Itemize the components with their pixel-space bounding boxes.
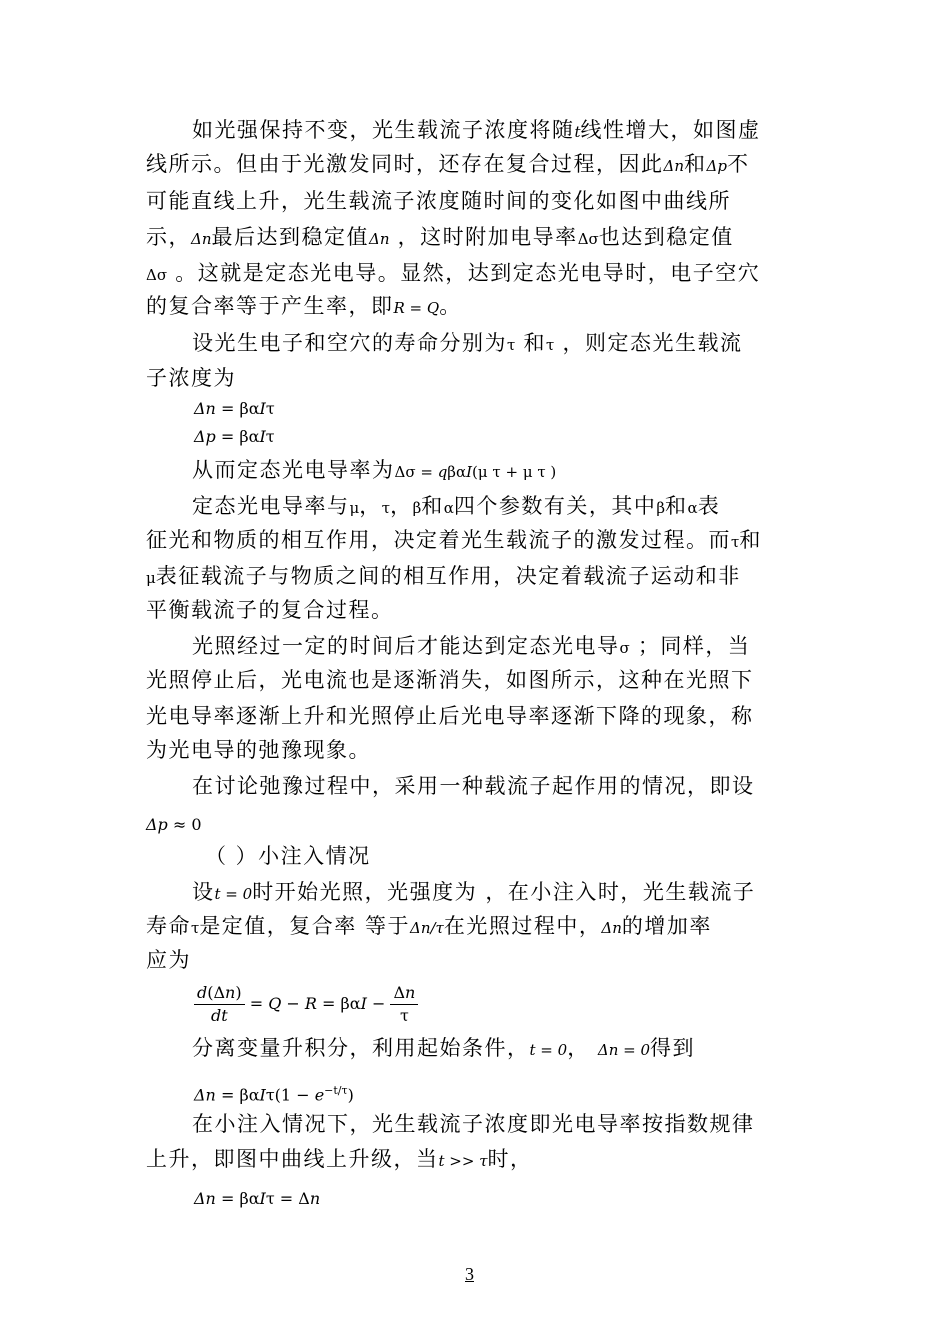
paragraph-line-22: 分离变量升积分，利用起始条件，t = 0， Δn = 0得到 xyxy=(192,1036,696,1060)
paragraph-line-10: 定态光电导率与μ，τ，β和α四个参数有关，其中β和α表 xyxy=(192,494,721,518)
paragraph-line-4: 示，Δn最后达到稳定值Δn ，这时附加电导率Δσ也达到稳定值 xyxy=(146,225,734,249)
paragraph-line-7: 设光生电子和空穴的寿命分别为τ 和τ ，则定态光生载流 xyxy=(192,331,743,355)
page-number: 3 xyxy=(465,1264,474,1284)
paragraph-line-12: μ表征载流子与物质之间的相互作用，决定着载流子运动和非 xyxy=(146,564,741,588)
paragraph-line-11: 征光和物质的相互作用，决定着光生载流子的激发过程。而τ和 xyxy=(146,528,762,552)
paragraph-line-6: 的复合率等于产生率，即R = Q。 xyxy=(146,294,462,318)
paragraph-line-14: 光照经过一定的时间后才能达到定态光电导σ ；同样，当 xyxy=(192,634,751,658)
paragraph-line-5: Δσ 。这就是定态光电导。显然，达到定态光电导时，电子空穴 xyxy=(146,261,761,285)
section-heading-small-injection: （ ）小注入情况 xyxy=(205,844,371,868)
equation-delta-n-s: Δn = βαIτ xyxy=(194,399,275,418)
paragraph-line-17: 为光电导的弛豫现象。 xyxy=(146,738,371,762)
paragraph-line-1: 如光强保持不变，光生载流子浓度将随t线性增大，如图虚 xyxy=(192,118,761,142)
paragraph-line-19: 设t = 0时开始光照，光强度为 ，在小注入时，光生载流子 xyxy=(192,880,756,904)
equation-delta-p-s: Δp = βαIτ xyxy=(194,427,275,446)
paragraph-line-15: 光照停止后，光电流也是逐渐消失，如图所示，这种在光照下 xyxy=(146,668,754,692)
equation-steady-state: Δn = βαIτ = Δn xyxy=(194,1189,321,1208)
paragraph-line-13: 平衡载流子的复合过程。 xyxy=(146,598,394,622)
paragraph-line-20: 寿命τ是定值，复合率 等于Δn/τ在光照过程中，Δn的增加率 xyxy=(146,914,712,938)
equation-delta-p-zero: Δp ≈ 0 xyxy=(146,815,202,834)
equation-solution: $\Delta n = \beta\alpha I\tau(1 - e^{-t/\tau})$ xyxy=(194,1084,354,1105)
paragraph-line-23: 在小注入情况下，光生载流子浓度即光电导率按指数规律 xyxy=(192,1112,755,1136)
equation-rate: $\frac{d(\Delta n)}{dt}$ = Q − R = βαI − $\frac{\Delta n}{\tau}$ xyxy=(194,982,418,1027)
paragraph-line-24: 上升，即图中曲线上升级，当t >> τ时， xyxy=(146,1147,533,1171)
paragraph-line-9: 从而定态光电导率为Δσ = qβαI(μ τ + μ τ ) xyxy=(192,458,557,482)
paragraph-line-2: 线所示。但由于光激发同时，还存在复合过程，因此Δn和Δp不 xyxy=(146,152,750,176)
paragraph-line-16: 光电导率逐渐上升和光照停止后光电导率逐渐下降的现象，称 xyxy=(146,704,754,728)
paragraph-line-18: 在讨论弛豫过程中，采用一种载流子起作用的情况，即设 xyxy=(192,774,755,798)
paragraph-line-21: 应为 xyxy=(146,948,191,972)
paragraph-line-8: 子浓度为 xyxy=(146,366,236,390)
paragraph-line-3: 可能直线上升，光生载流子浓度随时间的变化如图中曲线所 xyxy=(146,189,731,213)
